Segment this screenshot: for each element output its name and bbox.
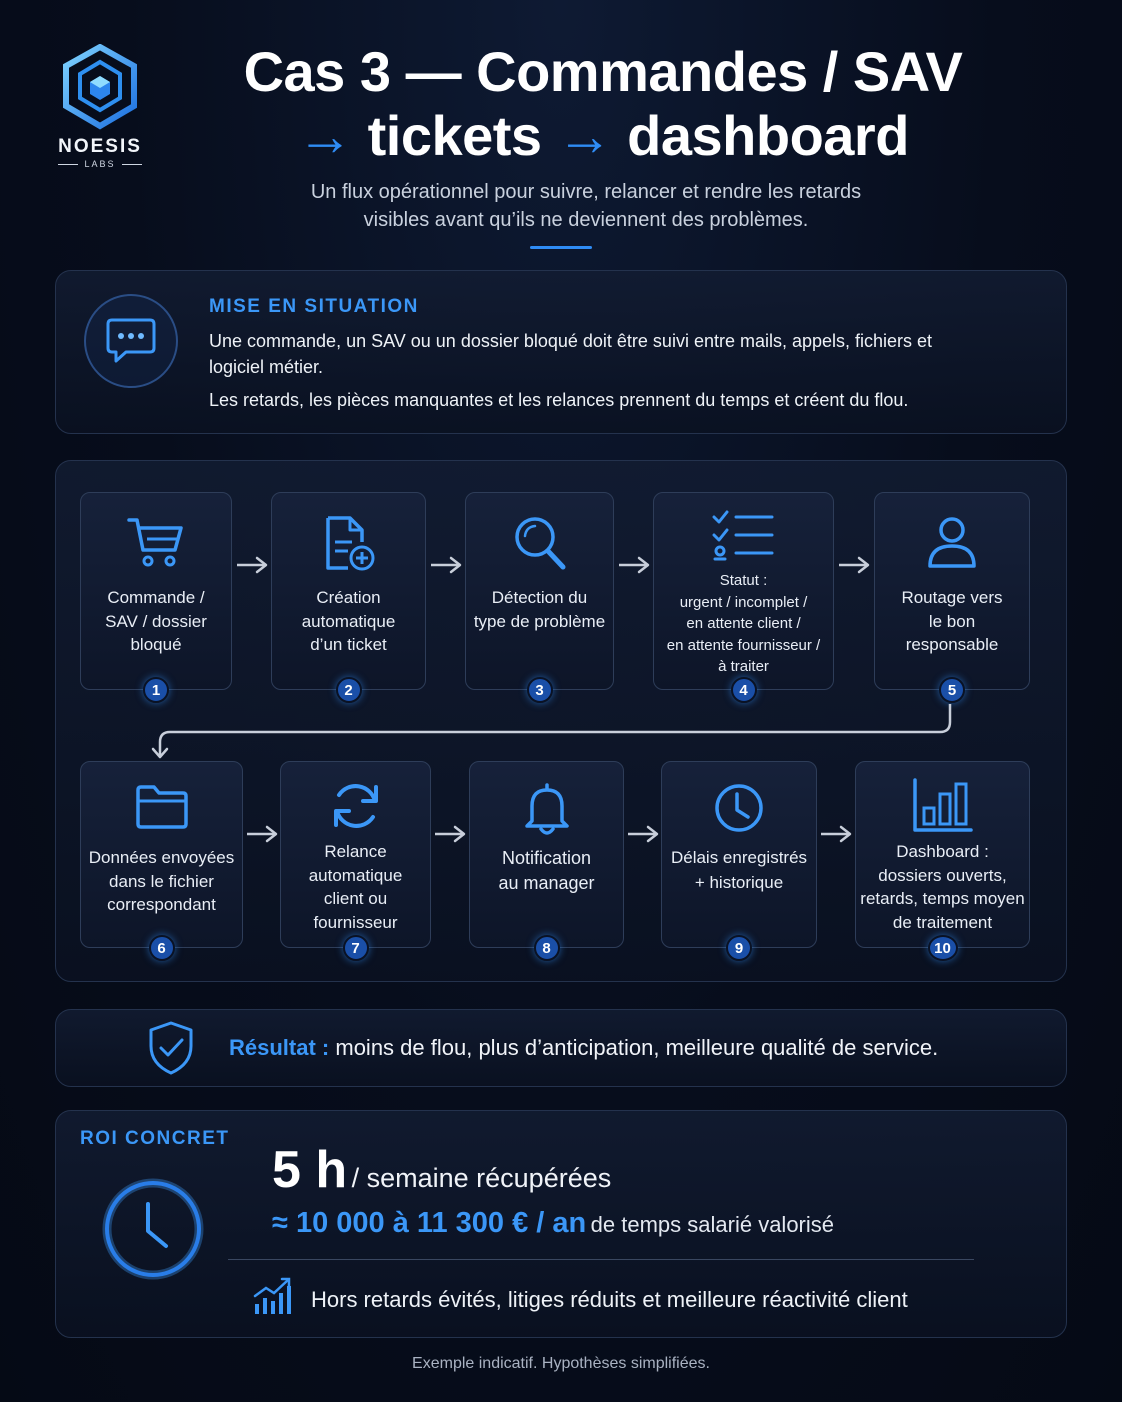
flow-arrow-icon [433,823,467,850]
result-body: moins de flou, plus d’anticipation, meilleure qualité de service. [335,1035,939,1060]
title-line-1: Cas 3 — Commandes / SAV [243,40,963,103]
situation-text-2: Les retards, les pièces manquantes et les relances prennent du temps et créent du flou. [209,390,909,410]
checklist-icon [712,508,776,569]
step-number-badge: 7 [343,935,369,961]
chat-bubble-icon [84,294,178,388]
disclaimer: Exemple indicatif. Hypothèses simplifiées. [412,1355,710,1372]
roi-hours-value: 5 h [272,1141,348,1199]
bell-icon [522,781,572,842]
flow-arrow-icon [429,554,463,581]
flow-step-label: Dashboard : dossiers ouverts, retards, temps moyen de traitement [860,842,1025,932]
step-number-badge: 9 [726,935,752,961]
result-text [229,1035,938,1061]
flow-step-label: Données envoyées dans le fichier correspondant [88,848,235,914]
flow-step-label: Création automatique d’un ticket [301,588,396,654]
flow-step-label: Statut : urgent / incomplet / en attente client / en attente fournisseur / à traiter [666,572,821,675]
cart-icon [125,514,187,575]
trend-chart-icon [252,1276,294,1321]
roi-money-value: ≈ 10 000 à 11 300 € / an [272,1207,587,1239]
roi-hours-label: / semaine récupérées [351,1163,612,1193]
roi-clock-icon [100,1176,206,1287]
cube-logo-icon [62,44,138,130]
refresh-icon [329,779,383,838]
flow-step-label: Détection du type de problème [473,588,606,631]
step-number-badge: 10 [928,935,958,961]
page-subtitle: Un flux opérationnel pour suivre, relancer et rendre les retards visibles avant qu’ils ne deviennent des problèmes. [310,181,862,231]
flow-step-label: Relance automatique client ou fournisseur [308,842,403,932]
bar-chart-icon [911,776,975,841]
flow-arrow-icon [837,554,871,581]
roi-money-label: de temps salarié valorisé [590,1212,835,1237]
flow-step-label: Délais enregistrés + historique [670,848,808,892]
roi-hours [272,1140,611,1200]
roi-divider [228,1259,974,1260]
brand-name: NOESIS [58,136,142,157]
situation-label: MISE EN SITUATION [209,296,419,317]
clock-icon [712,781,766,840]
title-word-tickets: tickets [367,104,542,167]
flow-step-label: Commande / SAV / dossier bloqué [105,588,207,654]
step-number-badge: 5 [939,677,965,703]
flow-arrow-icon [617,554,651,581]
step-number-badge: 6 [149,935,175,961]
flow-step-label: Notification au manager [498,848,595,893]
step-number-badge: 4 [731,677,757,703]
brand-sub: LABS [48,159,152,169]
title-arrow-2: → [556,104,613,167]
roi-label: ROI CONCRET [80,1128,230,1149]
title-arrow-1: → [297,104,353,167]
roi-money [272,1207,834,1240]
new-document-icon [320,514,378,579]
step-number-badge: 2 [336,677,362,703]
flow-arrow-icon [819,823,853,850]
situation-text-1: Une commande, un SAV ou un dossier bloqué doit être suivi entre mails, appels, fichiers et logiciel métier. [209,331,933,377]
page-title [200,40,1006,168]
flow-arrow-icon [245,823,279,850]
shield-check-icon [146,1020,196,1081]
brand-logo [48,44,152,169]
user-icon [926,514,978,575]
step-number-badge: 1 [143,677,169,703]
folder-icon [134,782,190,837]
step-number-badge: 8 [534,935,560,961]
title-word-dashboard: dashboard [627,104,909,167]
row-connector-arrow [140,700,970,767]
title-line-2 [200,104,1006,168]
search-icon [512,514,568,577]
flow-step-label: Routage vers le bon responsable [901,588,1003,654]
result-label: Résultat : [229,1035,330,1060]
roi-footer: Hors retards évités, litiges réduits et meilleure réactivité client [311,1287,908,1312]
flow-arrow-icon [626,823,660,850]
step-number-badge: 3 [527,677,553,703]
title-underline [530,246,592,249]
flow-arrow-icon [235,554,269,581]
